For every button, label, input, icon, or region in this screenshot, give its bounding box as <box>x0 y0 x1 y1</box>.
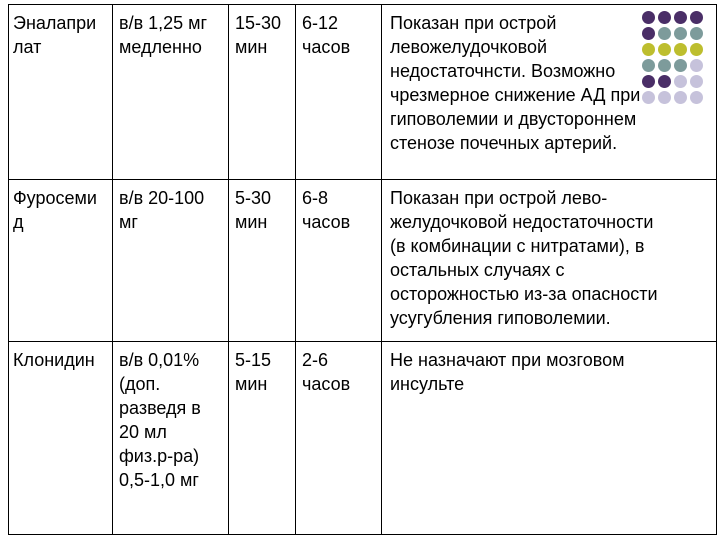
drug-name: Эналапри лат <box>13 13 97 57</box>
note-text: Показан при острой левожелудочковой недостаточнсти. Возможно чрезмерное снижение АД при гиповолемии и двустороннем стенозе почечных артерий. <box>390 13 641 153</box>
duration-text: 2-6 часов <box>302 350 351 394</box>
duration-cell <box>296 5 382 180</box>
duration-text: 6-12 часов <box>302 13 351 57</box>
dose-cell <box>113 180 229 342</box>
drug-table <box>8 4 717 535</box>
note-cell <box>382 180 717 342</box>
onset-text: 15-30 мин <box>235 13 282 57</box>
note-cell <box>382 5 717 180</box>
onset-text: 5-30 мин <box>235 188 272 232</box>
dose-text: в/в 1,25 мг медленно <box>119 13 208 57</box>
onset-cell <box>229 5 296 180</box>
dose-cell <box>113 342 229 535</box>
note-text: Не назначают при мозговом инсульте <box>390 350 625 394</box>
onset-cell <box>229 180 296 342</box>
table-row <box>9 342 717 535</box>
onset-cell <box>229 342 296 535</box>
duration-text: 6-8 часов <box>302 188 351 232</box>
drug-name: Фуросеми д <box>13 188 97 232</box>
dose-text: в/в 20-100 мг <box>119 188 205 232</box>
dose-cell <box>113 5 229 180</box>
onset-text: 5-15 мин <box>235 350 272 394</box>
duration-cell <box>296 342 382 535</box>
note-text: Показан при острой лево- желудочковой недостаточности (в комбинации с нитратами), в остальных случаях с осторожностью из-за опасности усугубления гиповолемии. <box>390 188 658 328</box>
table-row <box>9 5 717 180</box>
drug-name-cell <box>9 180 113 342</box>
dose-text: в/в 0,01% (доп. разведя в 20 мл физ.р-ра) 0,5-1,0 мг <box>119 350 201 490</box>
duration-cell <box>296 180 382 342</box>
drug-name-cell <box>9 5 113 180</box>
note-cell <box>382 342 717 535</box>
table-row <box>9 180 717 342</box>
drug-name: Клонидин <box>13 350 95 370</box>
drug-name-cell <box>9 342 113 535</box>
